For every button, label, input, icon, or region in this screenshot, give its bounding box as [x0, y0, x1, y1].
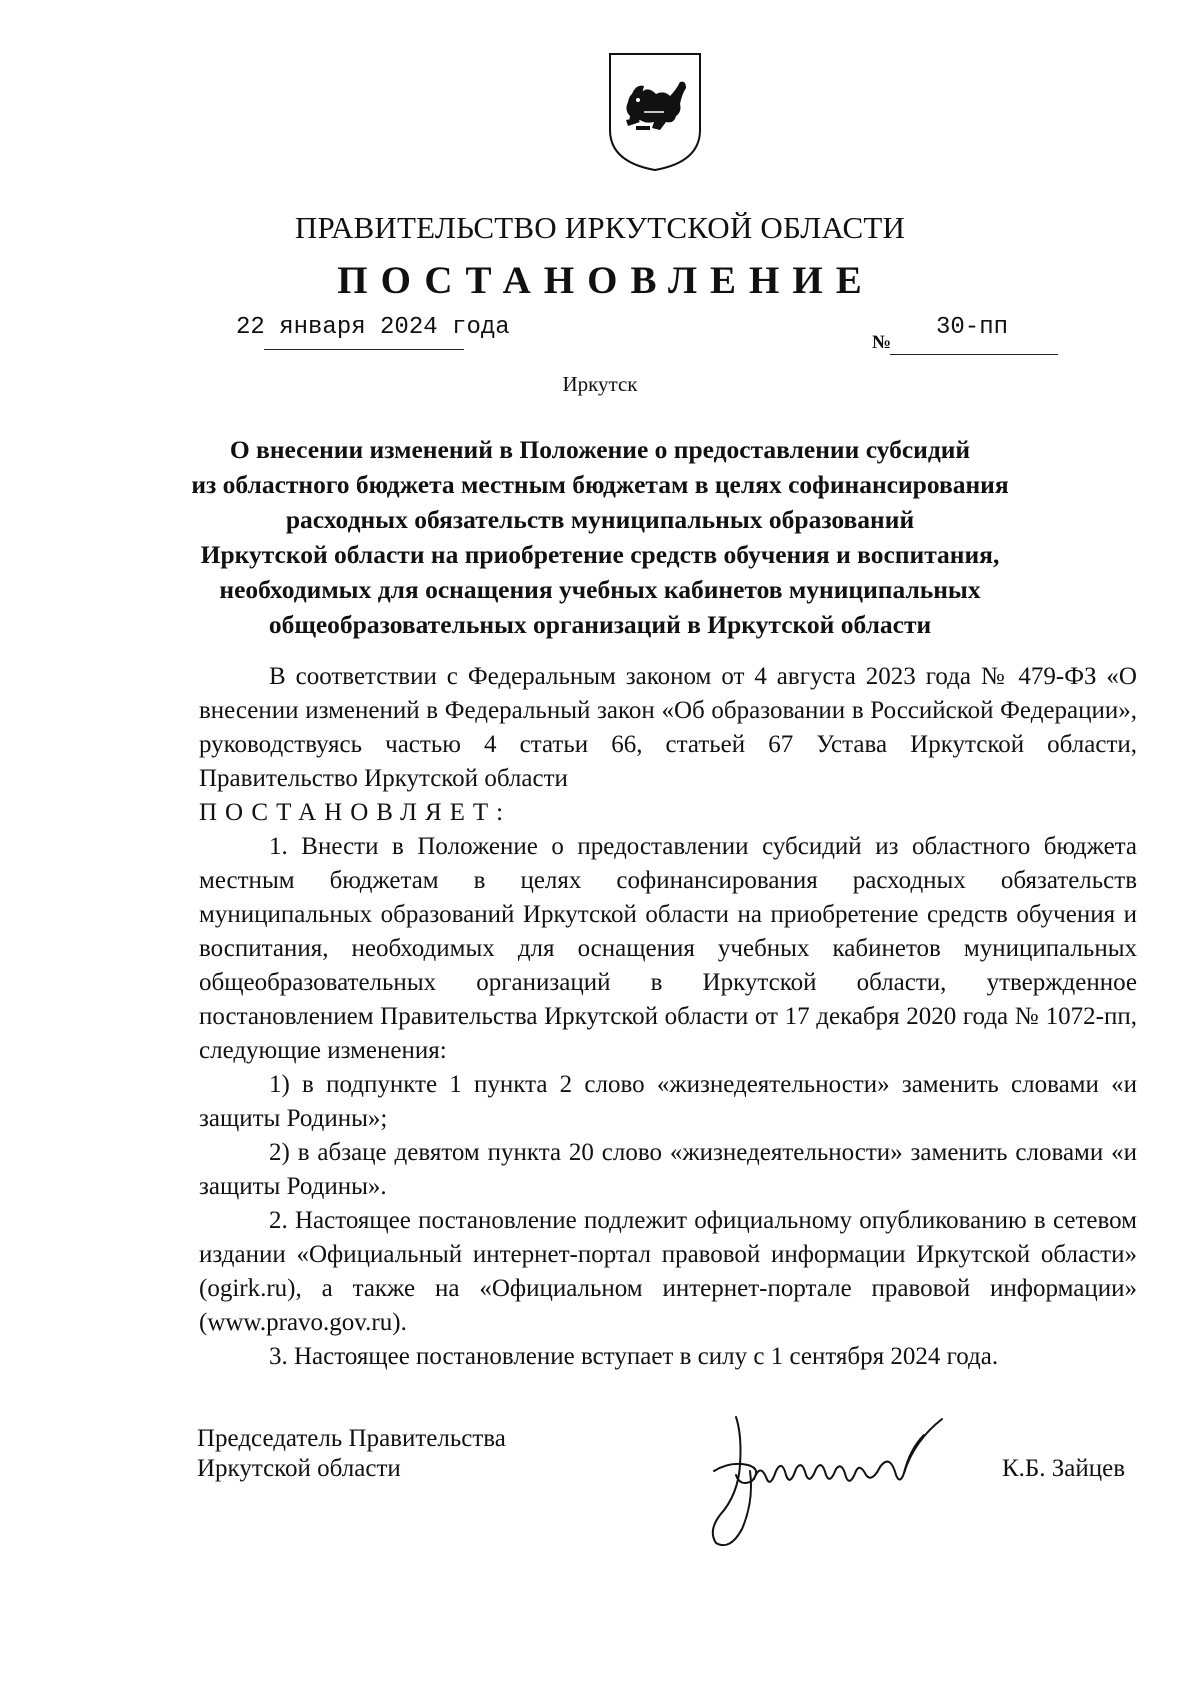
signatory-name: К.Б. Зайцев [1002, 1455, 1126, 1482]
government-name: ПРАВИТЕЛЬСТВО ИРКУТСКОЙ ОБЛАСТИ [294, 210, 906, 245]
document-body [199, 660, 1137, 1374]
decrees-word: ПОСТАНОВЛЯЕТ: [199, 799, 512, 826]
number-sign: № [872, 332, 892, 353]
document-number: 30-пп [936, 314, 1009, 341]
handwritten-signature [690, 1405, 960, 1555]
document-title [0, 432, 1200, 642]
title-line: из областного бюджета местным бюджетам в целях софинансирования [191, 470, 1009, 499]
title-line: О внесении изменений в Положение о предоставлении субсидий [229, 435, 971, 464]
title-line: Иркутской области на приобретение средств обучения и воспитания, [200, 540, 1000, 569]
number-underline [890, 354, 1058, 355]
city: Иркутск [562, 372, 638, 396]
title-line: общеобразовательных организаций в Иркутской области [268, 610, 932, 639]
date-underline [264, 349, 464, 350]
document-type-heading: ПОСТАНОВЛЕНИЕ [337, 259, 875, 302]
coat-of-arms-emblem [606, 50, 704, 174]
title-line: расходных обязательств муниципальных образований [285, 505, 915, 534]
title-line: необходимых для оснащения учебных кабинетов муниципальных [219, 575, 981, 604]
item-3-paragraph: 3. Настоящее постановление вступает в силу с 1 сентября 2024 года. [269, 1343, 999, 1370]
signatory-role-line-2: Иркутской области [197, 1455, 401, 1482]
item-1-2-paragraph: 2) в абзаце девятом пункта 20 слово «жизнедеятельности» заменить словами «и защиты Родины». [199, 1139, 1137, 1200]
item-2-paragraph: 2. Настоящее постановление подлежит официальному опубликованию в сетевом издании «Официальный интернет-портал правовой информации Иркутской области» (ogirk.ru), а также на «Официальном интернет-портале правовой информации» (www.pravo.gov.ru). [199, 1207, 1137, 1336]
preamble-paragraph: В соответствии с Федеральным законом от 4 августа 2023 года № 479-ФЗ «О внесении изменений в Федеральный закон «Об образовании в Российской Федерации», руководствуясь частью 4 статьи 66, статьей 67 Устава Иркутской области, Правительство Иркутской области [199, 663, 1137, 792]
item-1-paragraph: 1. Внести в Положение о предоставлении субсидий из областного бюджета местным бюджетам в целях софинансирования расходных обязательств муниципальных образований Иркутской области на приобретение средств обучения и воспитания, необходимых для оснащения учебных кабинетов муниципальных общеобразовательных организаций в Иркутской области, утвержденное постановлением Правительства Иркутской области от 17 декабря 2020 года № 1072-пп, следующие изменения: [199, 833, 1137, 1064]
document-date: 22 января 2024 года [236, 314, 510, 341]
item-1-1-paragraph: 1) в подпункте 1 пункта 2 слово «жизнедеятельности» заменить словами «и защиты Родины»; [199, 1071, 1137, 1132]
signatory-role-line-1: Председатель Правительства [197, 1425, 506, 1452]
